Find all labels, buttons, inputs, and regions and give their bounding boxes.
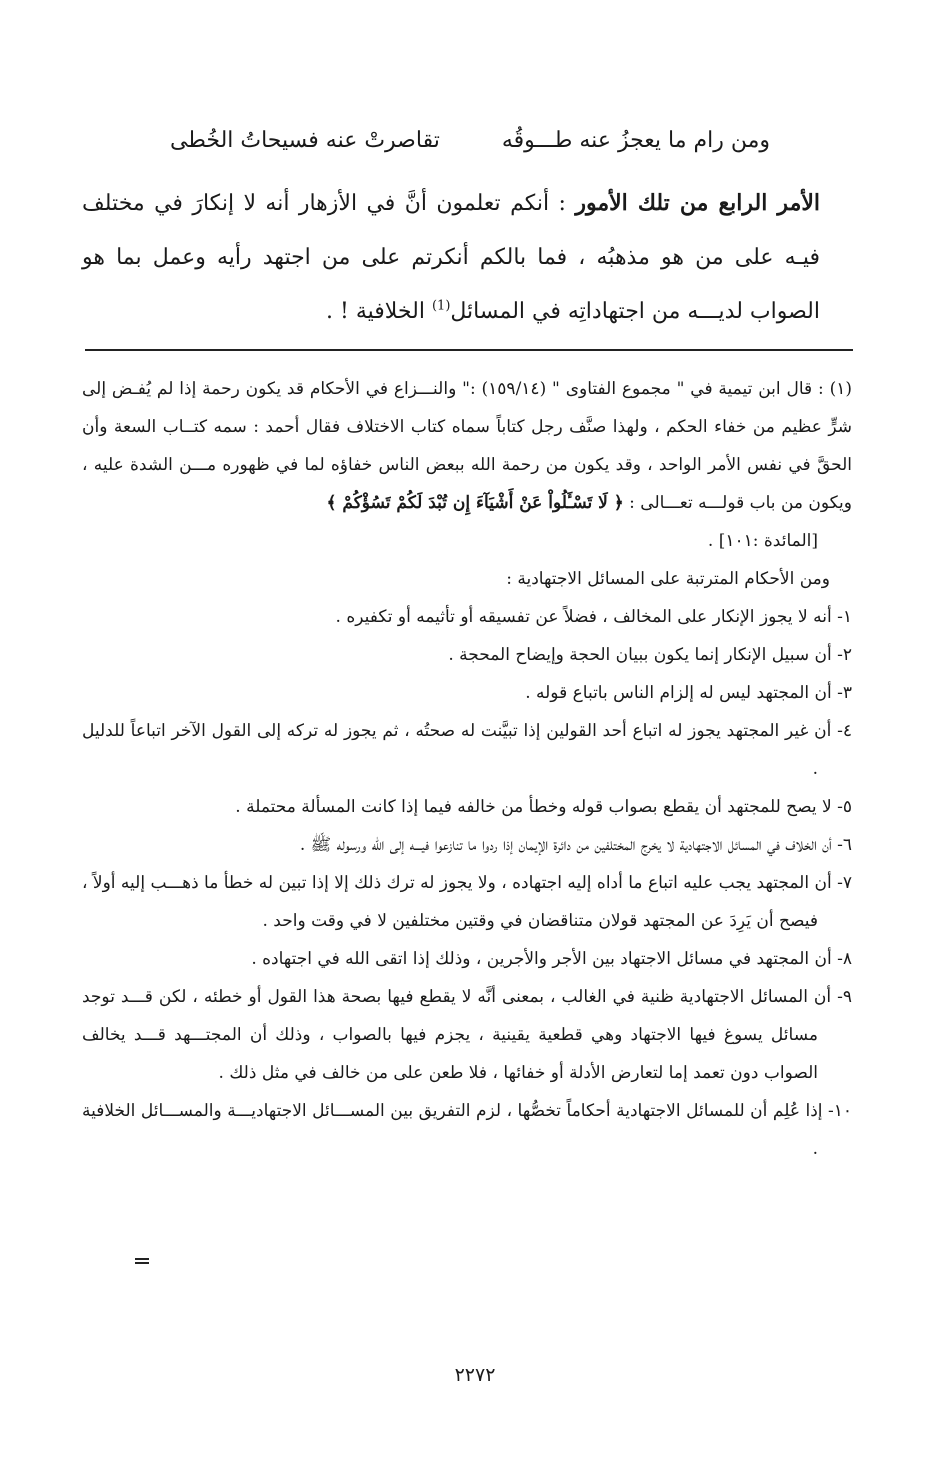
poetry-verse [170,128,770,153]
quran-verse: ﴿ لَا تَسْـَٔلُواْ عَنْ أَشْيَآءَ إِن تُبْدَ لَكُمْ تَسُؤْكُمْ ﴾ [326,493,624,513]
paragraph-heading: الأمر الرابع من تلك الأمور [575,190,821,216]
page-number: ٢٢٧٢ [454,1364,496,1386]
ruling-item-3: ٣- أن المجتهد ليس له إلزام الناس باتباع قوله . [525,683,852,703]
footnote-text: (١) : قال ابن تيمية في " مجموع الفتاوى " (١٥٩/١٤) :" والنـــزاع في الأحكام قد يكون رحمة إذا لم يُفـض إلى شرٍّ عظيم من خفاء الحكم ، ولهذا صنَّف رجل كتاباً سماه كتاب الاختلاف فقال أحمد : سمه كتــاب السعة وأن الحقَّ في نفس الأمر الواحد ، وقد يكون من رحمة الله ببعض الناس خفاؤه لما في ظهوره مـــن الشدة عليه ، ويكون من باب قولـــه تعـــالى : [82,379,852,513]
ruling-item-2: ٢- أن سبيل الإنكار إنما يكون ببيان الحجة وإيضاح المحجة . [448,645,852,665]
footnote-reference[interactable]: (1) [431,298,451,314]
rulings-intro: ومن الأحكام المترتبة على المسائل الاجتهادية : [506,569,830,589]
footnote-1 [82,370,852,522]
footnote-separator [85,349,853,351]
ruling-item-7: ٧- أن المجتهد يجب عليه اتباع ما أداه إليه اجتهاده ، ولا يجوز له ترك ذلك إلا إذا تبين له خطأ ما ذهـــب إليه أولاً ، فيصح أن يَرِدَ عن المجتهد قولان متناقضان في وقتين مختلفين لا في وقت واحد . [82,873,852,931]
ruling-item-8: ٨- أن المجتهد في مسائل الاجتهاد بين الأجر والأجرين ، وذلك إذا اتقى الله في اجتهاده . [251,949,852,969]
main-paragraph [82,176,820,339]
quran-reference: [المائدة :١٠١] . [707,531,818,551]
ruling-item-5: ٥- لا يصح للمجتهد أن يقطع بصواب قوله وخطأ من خالفه فيما إذا كانت المسألة محتملة . [235,797,852,817]
section-end-mark [135,1258,149,1264]
ruling-item-9: ٩- أن المسائل الاجتهادية ظنية في الغالب ، بمعنى أنَّه لا يقطع فيها بصحة هذا القول أو خطئه ، لكن قـــد توجد مسائل يسوغ فيها الاجتهاد وهي قطعية يقينية ، يجزم فيها بالصواب ، وذلك أن المجتـــهد قـــد يخالف الصواب دون تعمد إما لتعارض الأدلة أو خفائها ، فلا طعن على من خالف في مثل ذلك . [82,987,852,1083]
verse-first-hemistich: ومن رام ما يعجزُ عنه طـــوقُه [501,128,770,153]
paragraph-body: : أنكم تعلمون أنَّ في الأزهار أنه لا إنكارَ في مختلف فيـه على من هو مذهبُه ، فما بالكم أنكرتم على من اجتهد رأيه وعمل بما هو الصواب لديـــه من اجتهاداتِه في المسائل [82,191,820,324]
ruling-item-6: ٦- أن الخلاف في المسائل الاجتهادية لا يخرج المختلفين من دائرة الإيمان إذا ردوا ما تنازعوا فيـــه إلى الله ورسوله ﷺ . [299,835,852,855]
ruling-item-1: ١- أنه لا يجوز الإنكار على المخالف ، فضلاً عن تفسيقه أو تأثيمه أو تكفيره . [335,607,852,627]
paragraph-ending: الخلافية ! . [326,299,432,324]
verse-second-hemistich: تقاصرتْ عنه فسيحاتُ الخُطى [170,128,440,153]
ruling-item-4: ٤- أن غير المجتهد يجوز له اتباع أحد القولين إذا تبيَّنت له صحتُه ، ثم يجوز له تركه إلى القول الآخر اتباعاً للدليل . [82,721,852,779]
ruling-item-10: ١٠- إذا عُلِم أن للمسائل الاجتهادية أحكاماً تخصُّها ، لزم التفريق بين المســـائل الاجتهاديـــة والمســـائل الخلافية . [82,1101,852,1159]
footnotes-section [82,370,852,1168]
